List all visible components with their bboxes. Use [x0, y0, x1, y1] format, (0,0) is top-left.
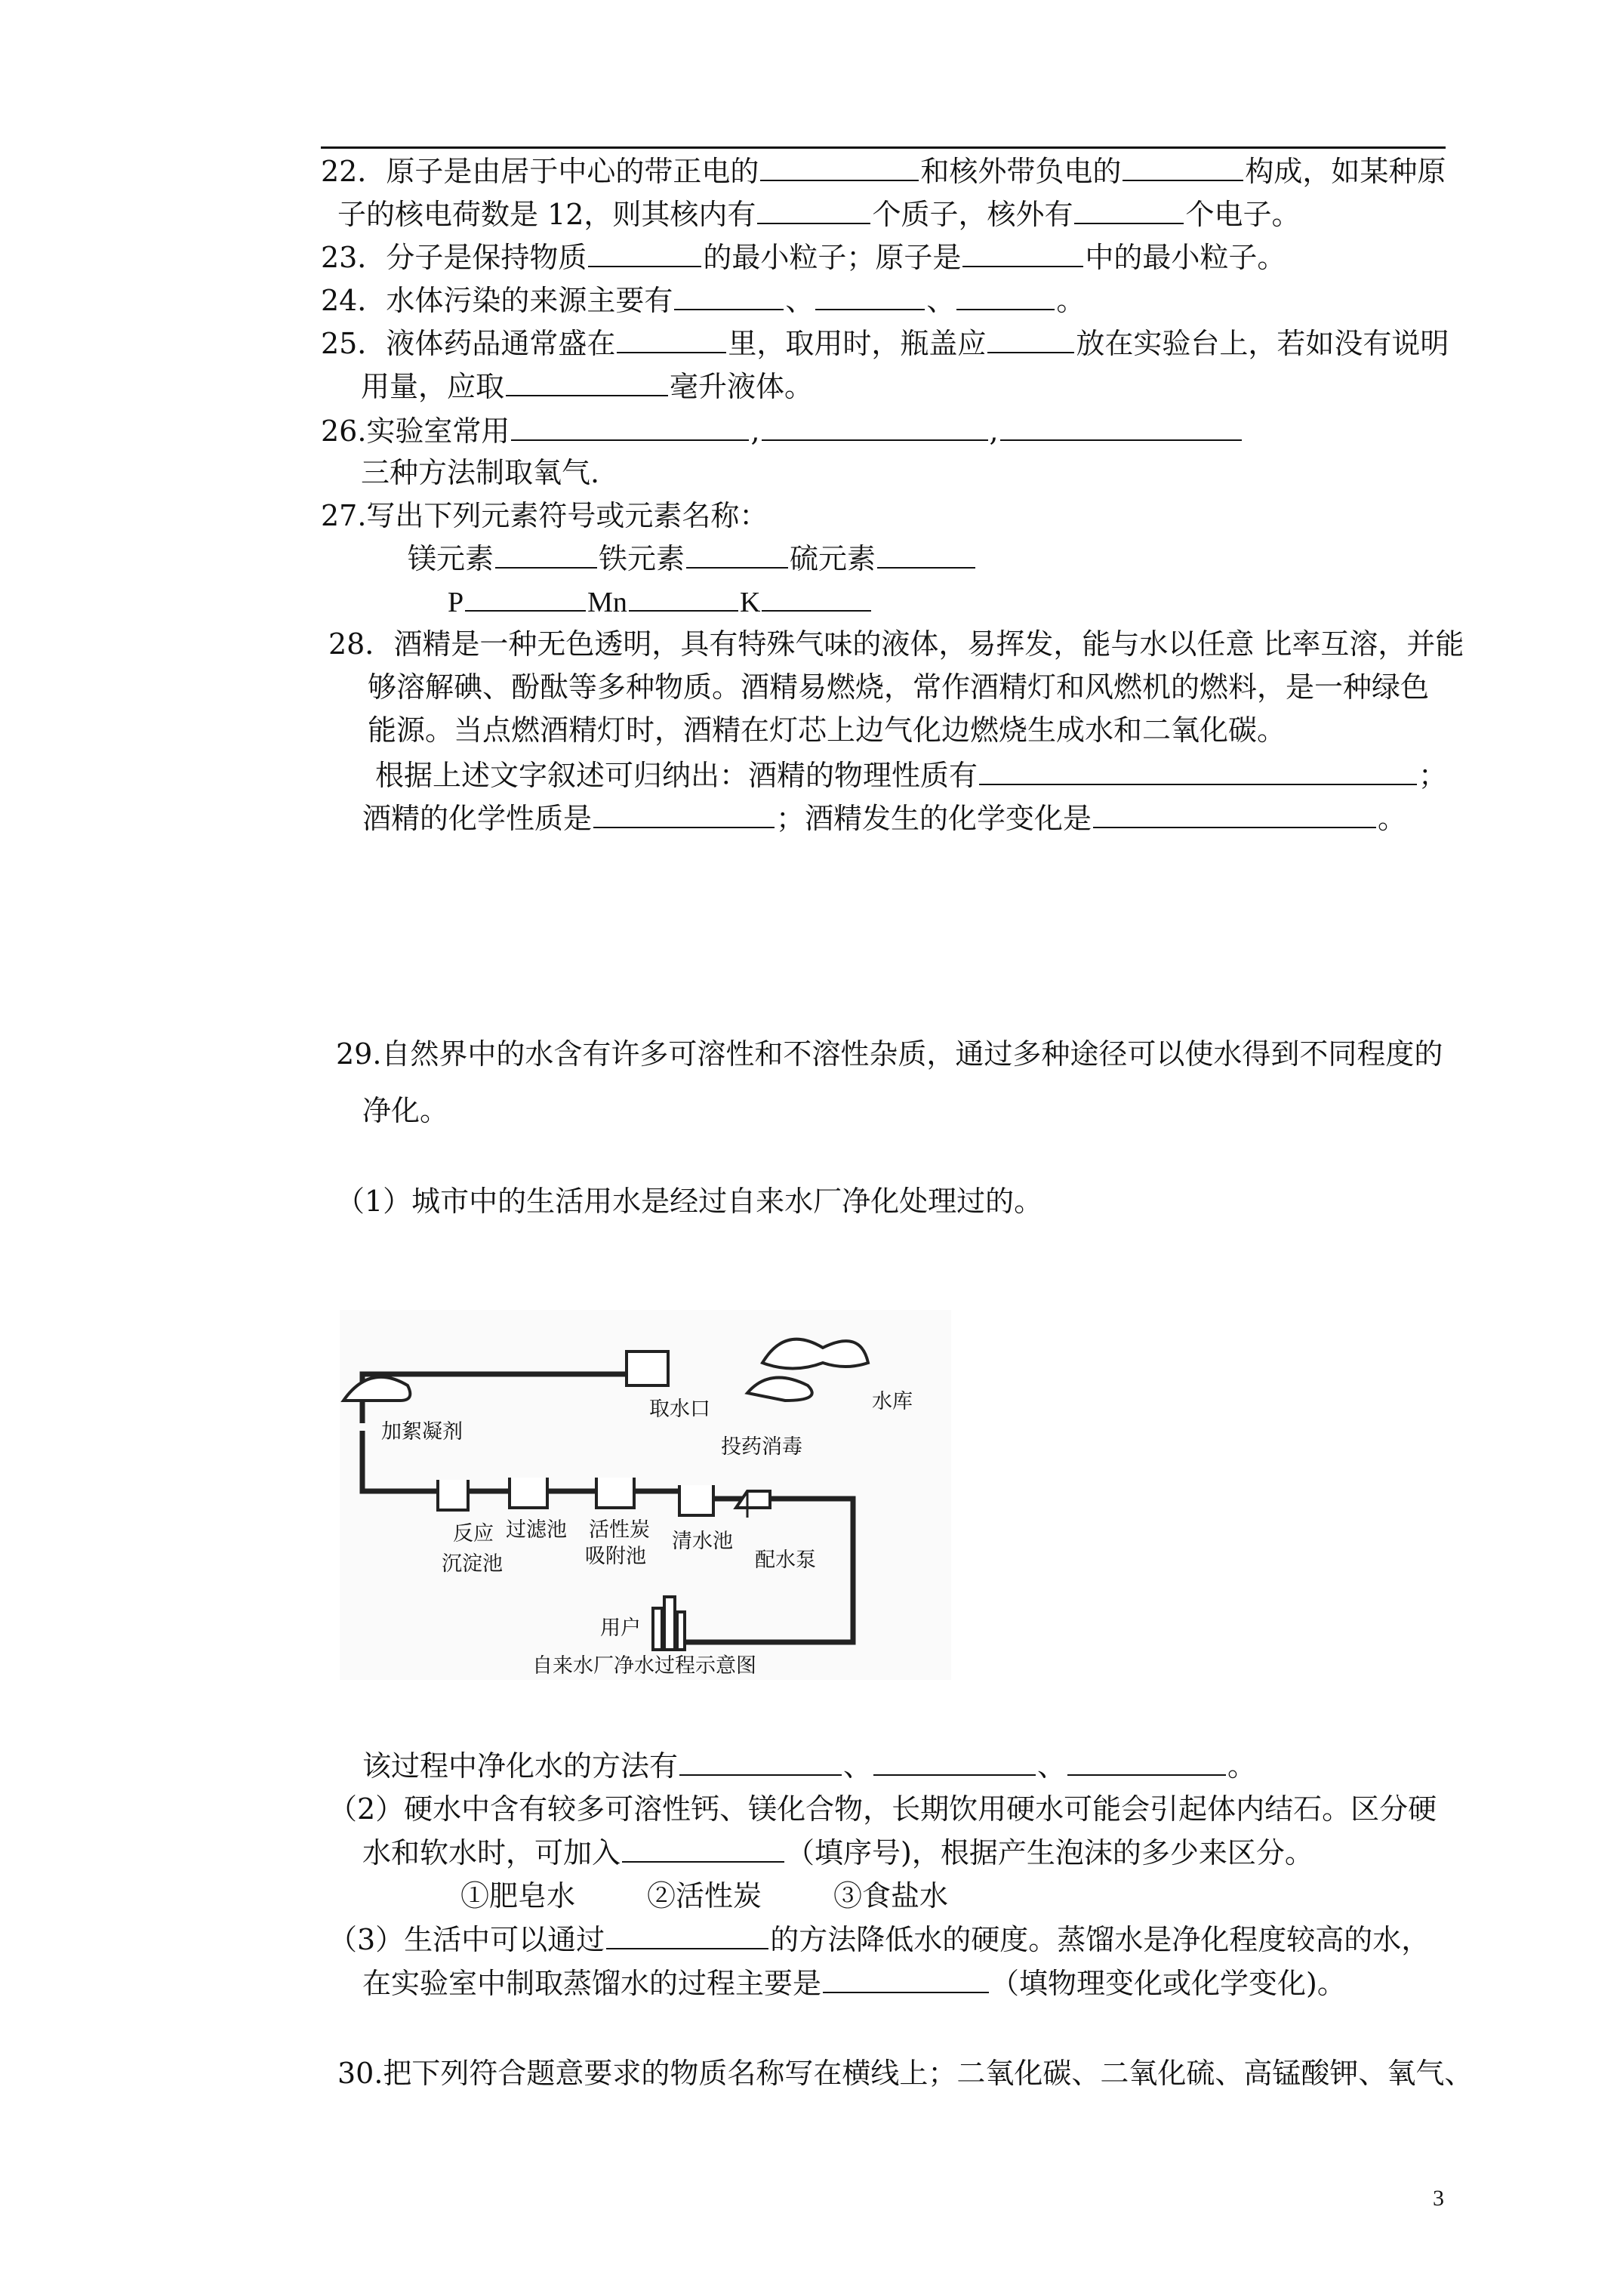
building-3	[677, 1612, 685, 1650]
q29-blank-reagent[interactable]	[622, 1832, 784, 1863]
building-1	[653, 1608, 662, 1650]
q24-blank3[interactable]	[956, 280, 1055, 310]
q27-blank-mg[interactable]	[495, 538, 597, 569]
water-treatment-diagram	[340, 1310, 951, 1680]
label-filter: 过滤池	[506, 1518, 567, 1542]
q22-blank1[interactable]	[760, 151, 919, 181]
q29-methods-line: 该过程中净化水的方法有 、 、 。	[362, 1746, 1256, 1786]
q27-title: 27.写出下列元素符号或元素名称：	[321, 499, 768, 532]
label-adsorption: 吸附池	[585, 1545, 646, 1568]
q26-blank3[interactable]	[1000, 411, 1242, 441]
q29-blank-method2[interactable]	[873, 1746, 1036, 1776]
cloud-reservoir	[762, 1339, 868, 1369]
q29-part2-line1: （2）硬水中含有较多可溶性钙、镁化合物，长期饮用硬水可能会引起体内结石。区分硬	[328, 1792, 1437, 1826]
q26-blank2[interactable]	[762, 411, 988, 441]
q27-blank-s[interactable]	[877, 538, 975, 569]
q29-line1: 29.自然界中的水含有许多可溶性和不溶性杂质，通过多种途径可以使水得到不同程度的	[336, 1037, 1443, 1071]
q22-blank3[interactable]	[757, 194, 870, 224]
q22-line1: 22．原子是由居于中心的带正电的 和核外带负电的 构成，如某种原	[321, 151, 1446, 191]
q25-blank2[interactable]	[987, 323, 1074, 353]
label-pump: 配水泵	[755, 1549, 816, 1572]
q26-blank1[interactable]	[511, 411, 749, 441]
q27-names-line: 镁元素 铁元素 硫元素	[408, 538, 977, 578]
reaction-tank	[438, 1480, 468, 1510]
q28-blank-physical[interactable]	[979, 755, 1417, 785]
filter-tank	[510, 1478, 547, 1508]
q23-blank2[interactable]	[962, 237, 1083, 267]
q25-blank3[interactable]	[506, 366, 668, 396]
label-carbon: 活性炭	[589, 1518, 650, 1542]
q26-line1: 26.实验室常用 , ,	[321, 411, 1243, 451]
q29-part1: （1）城市中的生活用水是经过自来水厂净化处理过的。	[336, 1185, 1043, 1218]
building-2	[664, 1597, 675, 1650]
cloud-reservoir-2	[747, 1378, 812, 1401]
q25-blank1[interactable]	[617, 323, 726, 353]
label-clearwater: 清水池	[672, 1530, 733, 1553]
q27-blank-k[interactable]	[762, 581, 871, 612]
q24-blank1[interactable]	[674, 280, 784, 310]
q23-blank1[interactable]	[588, 237, 701, 267]
pump	[736, 1491, 770, 1508]
q29-options-line	[460, 1876, 948, 1915]
q29-blank-distillation[interactable]	[823, 1963, 989, 1993]
cloud-left	[343, 1377, 410, 1401]
q25-line2: 用量，应取 毫升液体。	[361, 366, 813, 406]
label-intake: 取水口	[649, 1398, 710, 1421]
q29-blank-softening[interactable]	[606, 1919, 768, 1949]
clear-tank	[679, 1485, 713, 1515]
intake-box	[627, 1351, 668, 1385]
q22-blank4[interactable]	[1074, 194, 1184, 224]
q28-line3: 能源。当点燃酒精灯时，酒精在灯芯上边气化边燃烧生成水和二氧化碳。	[368, 713, 1286, 747]
q28-line1: 28．酒精是一种无色透明，具有特殊气味的液体，易挥发，能与水以任意 比率互溶，并能	[328, 627, 1464, 661]
label-coagulant: 加絮凝剂	[381, 1420, 463, 1444]
q24-blank2[interactable]	[815, 280, 925, 310]
q26-line2: 三种方法制取氧气.	[361, 456, 600, 489]
q27-blank-fe[interactable]	[686, 538, 788, 569]
label-users: 用户	[600, 1616, 641, 1640]
q27-symbols-line: P Mn K	[448, 581, 873, 622]
q29-blank-method1[interactable]	[679, 1746, 842, 1776]
q30-line: 30.把下列符合题意要求的物质名称写在横线上；二氧化碳、二氧化硫、高锰酸钾、氧气、	[337, 2057, 1474, 2090]
q29-blank-method3[interactable]	[1067, 1746, 1226, 1776]
label-settling: 沉淀池	[442, 1552, 503, 1576]
q27-blank-p[interactable]	[465, 581, 586, 612]
q29-part2-line2: 水和软水时，可加入 （填序号)，根据产生泡沫的多少来区分。	[362, 1832, 1313, 1872]
q24-line: 24．水体污染的来源主要有 、 、 。	[321, 280, 1085, 320]
header-rule	[321, 146, 1446, 149]
page-number: 3	[1433, 2186, 1444, 2211]
q28-line4: 根据上述文字叙述可归纳出：酒精的物理性质有 ；	[375, 755, 1447, 795]
q22-blank2[interactable]	[1123, 151, 1243, 181]
label-disinfect: 投药消毒	[721, 1435, 802, 1459]
q28-line2: 够溶解碘、酚酞等多种物质。酒精易燃烧，常作酒精灯和风燃机的燃料，是一种绿色	[368, 670, 1430, 704]
q25-line1: 25．液体药品通常盛在 里，取用时，瓶盖应 放在实验台上，若如没有说明	[321, 323, 1449, 363]
diagram-caption: 自来水厂净水过程示意图	[532, 1654, 756, 1678]
q28-blank-change[interactable]	[1093, 798, 1376, 828]
label-reservoir: 水库	[872, 1390, 913, 1413]
option-activated-carbon: ②活性炭	[647, 1879, 762, 1912]
q27-blank-mn[interactable]	[629, 581, 738, 612]
q29-line2: 净化。	[362, 1094, 449, 1127]
option-salt-water: ③食盐水	[833, 1879, 949, 1912]
q28-line5: 酒精的化学性质是 ；酒精发生的化学变化是 。	[362, 798, 1406, 838]
water-treatment-svg	[340, 1310, 951, 1680]
q23-line: 23．分子是保持物质 的最小粒子；原子是 中的最小粒子。	[321, 237, 1286, 277]
q29-part3-line2: 在实验室中制取蒸馏水的过程主要是 （填物理变化或化学变化)。	[362, 1963, 1346, 2003]
q28-blank-chemical[interactable]	[593, 798, 775, 828]
q29-part3-line1: （3）生活中可以通过 的方法降低水的硬度。蒸馏水是净化程度较高的水，	[328, 1919, 1430, 1959]
carbon-tank	[596, 1478, 634, 1508]
option-soapy-water: ①肥皂水	[460, 1879, 576, 1912]
label-reaction: 反应	[453, 1522, 494, 1546]
q22-line2: 子的核电荷数是 12，则其核内有 个质子，核外有 个电子。	[337, 194, 1300, 234]
